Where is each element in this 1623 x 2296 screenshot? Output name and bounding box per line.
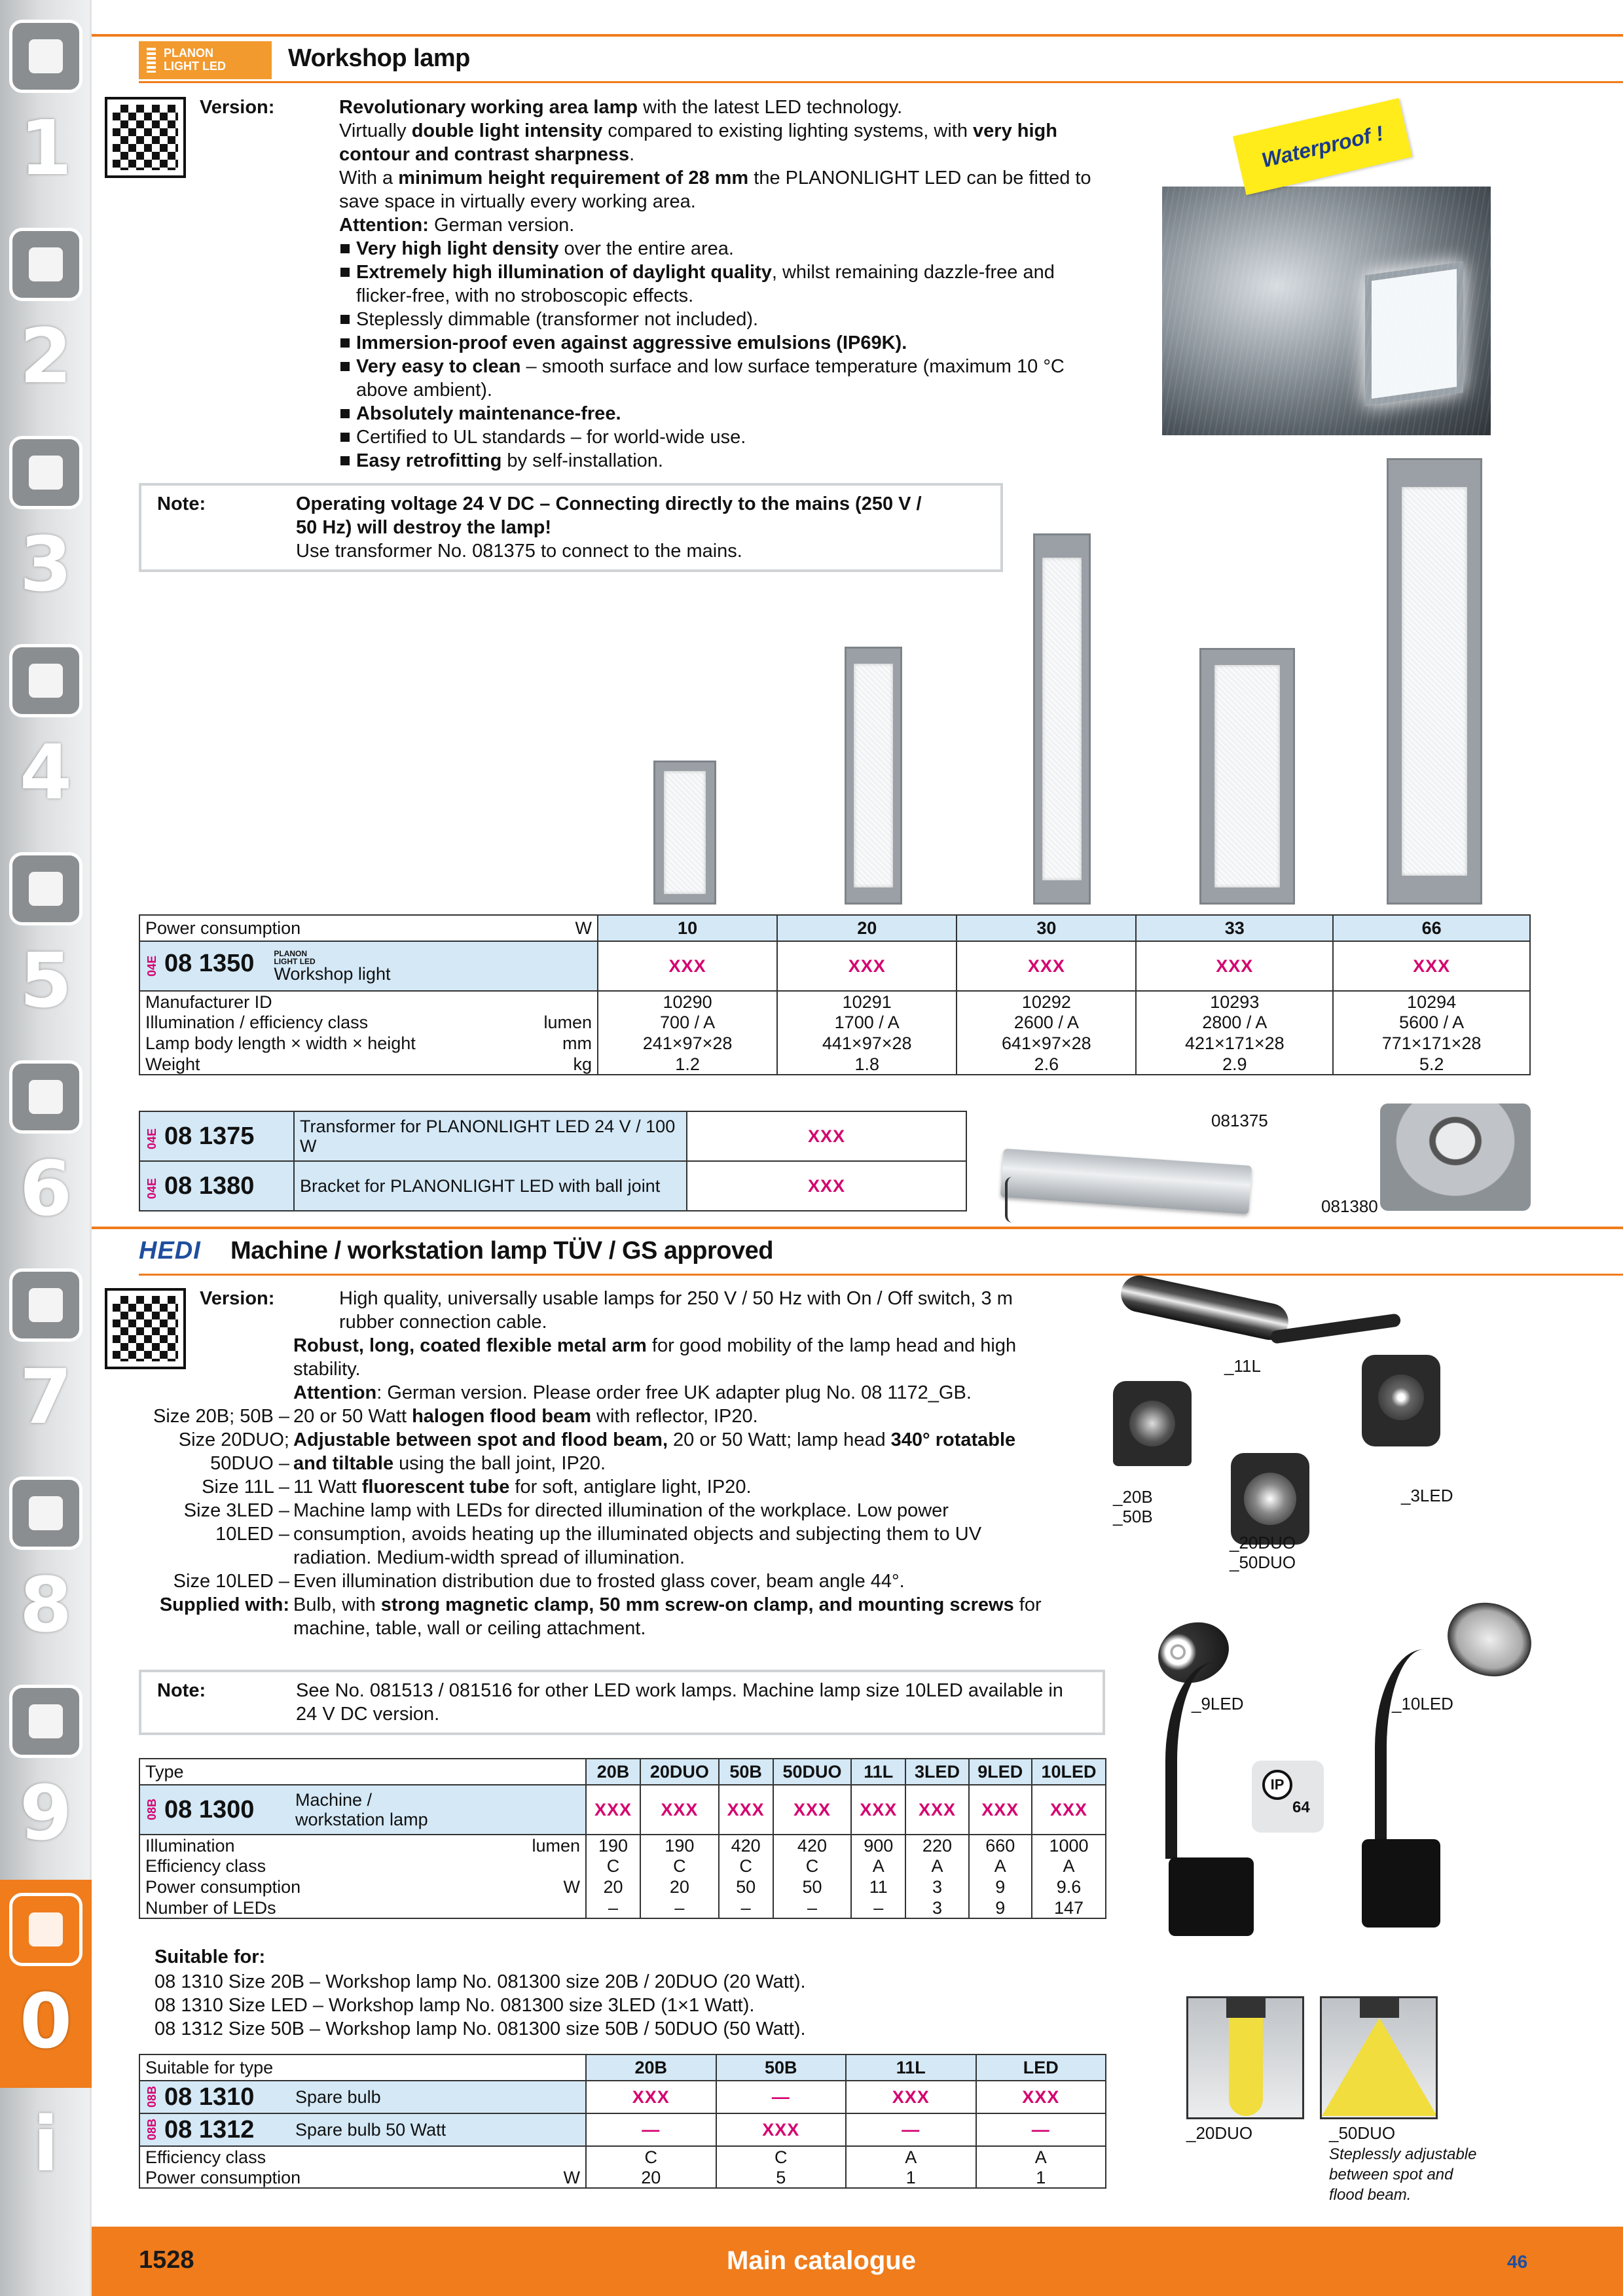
chapter-tab-3[interactable] xyxy=(0,423,92,631)
spec-value: 20 xyxy=(640,1876,719,1897)
spec-value: – xyxy=(851,1897,905,1918)
spec-value: 50 xyxy=(773,1876,852,1897)
section-underline-2 xyxy=(139,1274,1623,1276)
header-label: Suitable for type xyxy=(139,2054,586,2081)
feature-bullet: Immersion-proof even against aggressive emulsions (IP69K). xyxy=(339,331,1105,355)
ip-number: 64 xyxy=(1292,1799,1310,1816)
description-line: Revolutionary working area lamp with the latest LED technology. xyxy=(339,97,903,118)
type-cell: 10LED xyxy=(1032,1759,1106,1785)
note-box xyxy=(139,483,1003,572)
chapter-tab-7[interactable] xyxy=(0,1255,92,1463)
ip64-badge xyxy=(1252,1761,1324,1833)
spec-row xyxy=(139,2146,1106,2167)
caption-9led: _9LED xyxy=(1192,1694,1244,1713)
logo-stripes-icon xyxy=(147,48,156,73)
spec-label: Size 10LED – xyxy=(173,1571,289,1592)
bulb-price[interactable]: — xyxy=(586,2113,716,2146)
spec-label: Efficiency class xyxy=(139,2146,586,2167)
waterproof-badge: Waterproof ! xyxy=(1233,98,1412,195)
machine-lamp-description xyxy=(131,1287,1048,1640)
watt-cell: 20 xyxy=(777,915,957,941)
chapter-tab-8[interactable] xyxy=(0,1463,92,1672)
chapter-icon xyxy=(9,1685,82,1758)
caption-20duo-50duo xyxy=(1230,1533,1296,1572)
spec-value: 10291 xyxy=(777,991,957,1012)
lamp-panel-66w xyxy=(1387,458,1482,905)
caption-11l: _11L xyxy=(1224,1356,1261,1376)
lamp-panel-10w xyxy=(653,761,716,905)
spec-value: 20 xyxy=(586,2167,716,2188)
spec-text: High quality, universally usable lamps for 250 V / 50 Hz with On / Off switch, 3 m rubber connection cable. xyxy=(339,1288,1013,1333)
header-row xyxy=(139,1759,1106,1785)
suitable-line: 08 1310 Size 20B – Workshop lamp No. 081300 size 20B / 20DUO (20 Watt). xyxy=(155,1971,806,1992)
lamp-panel-33w xyxy=(1199,648,1295,905)
chapter-icon xyxy=(9,852,82,925)
bracket-photo xyxy=(1380,1103,1531,1211)
suitable-list xyxy=(155,1970,1071,2041)
logo-text-1: PLANON xyxy=(164,46,213,60)
spec-line xyxy=(131,1570,1048,1593)
chapter-tab-1[interactable] xyxy=(0,7,92,215)
spare-bulb-table xyxy=(139,2054,1106,2189)
chapter-tab-4[interactable] xyxy=(0,631,92,839)
caption-20b: _20B xyxy=(1113,1487,1153,1507)
note-box-2 xyxy=(139,1670,1105,1735)
bulb-row[interactable] xyxy=(139,2113,1106,2146)
ip-label: IP xyxy=(1262,1770,1292,1800)
machine-lamp-photos xyxy=(1113,1283,1623,1977)
chapter-tab-2[interactable] xyxy=(0,215,92,423)
feature-bullet: Easy retrofitting by self-installation. xyxy=(339,449,1105,473)
spec-text: Attention: German version. Please order free UK adapter plug No. 08 1172_GB. xyxy=(293,1382,972,1403)
spec-label: Size 20B; 50B – xyxy=(153,1406,289,1427)
section-underline xyxy=(139,81,1623,83)
chapter-icon xyxy=(9,228,82,301)
description-line: With a minimum height requirement of 28 mm the PLANONLIGHT LED can be fitted to save space in virtually every working area. xyxy=(339,168,1091,212)
feature-bullet: Extremely high illumination of daylight quality, whilst remaining dazzle-free and flicker-free, with no stroboscopic effects. xyxy=(339,260,1105,308)
price-cell[interactable]: XXX xyxy=(586,1785,640,1835)
waterproof-photo xyxy=(1162,187,1491,435)
spec-value: C xyxy=(586,1856,640,1876)
article-cell: 04E 08 1350 PLANON LIGHT LED Workshop light xyxy=(139,941,598,991)
type-cell: LED xyxy=(976,2054,1106,2081)
spec-value: 700 / A xyxy=(598,1012,777,1033)
spec-value: 441×97×28 xyxy=(777,1033,957,1054)
spec-value: 190 xyxy=(586,1835,640,1856)
logo-text-2: LIGHT LED xyxy=(164,60,226,73)
arm-11l xyxy=(1270,1313,1402,1344)
spec-value: C xyxy=(719,1856,773,1876)
spec-label xyxy=(131,1334,293,1381)
accessory-price[interactable]: XXX xyxy=(687,1161,966,1211)
spec-value: 9 xyxy=(969,1897,1032,1918)
chapter-number: 5 xyxy=(19,937,73,1025)
spec-value: 421×171×28 xyxy=(1136,1033,1333,1054)
spec-row xyxy=(139,2167,1106,2188)
spec-value: C xyxy=(640,1856,719,1876)
note-label: Note: xyxy=(157,493,206,514)
caption-20b-50b xyxy=(1113,1487,1153,1526)
spec-value: 20 xyxy=(586,1876,640,1897)
accessory-article: 04E 08 1380 xyxy=(139,1161,294,1211)
spec-label xyxy=(131,1381,293,1405)
spec-label xyxy=(131,1287,293,1334)
spec-text: Even illumination distribution due to frosted glass cover, beam angle 44°. xyxy=(293,1571,905,1592)
spec-label: Illumination / efficiency class lumen xyxy=(139,1012,598,1033)
machine-lamp-table xyxy=(139,1758,1106,1919)
spec-value: 10294 xyxy=(1333,991,1530,1012)
spec-value: 1.8 xyxy=(777,1054,957,1075)
hedi-logo: HEDI xyxy=(139,1237,201,1265)
spec-value: 1 xyxy=(846,2167,976,2188)
spec-label: Size 11L – xyxy=(202,1477,289,1498)
accessory-price[interactable]: XXX xyxy=(687,1111,966,1161)
price-cell[interactable]: XXX xyxy=(957,941,1136,991)
chapter-number: 7 xyxy=(19,1354,73,1441)
spec-label: Number of LEDs xyxy=(139,1897,586,1918)
planonlight-logo xyxy=(139,41,272,79)
type-cell: 3LED xyxy=(905,1759,968,1785)
type-cell: 11L xyxy=(851,1759,905,1785)
feature-bullet: Steplessly dimmable (transformer not included). xyxy=(339,308,1105,331)
bulb-article: 08B 08 1312 Spare bulb 50 Watt xyxy=(139,2113,586,2146)
price-cell[interactable]: XXX xyxy=(777,941,957,991)
spec-value: 147 xyxy=(1032,1897,1106,1918)
price-cell[interactable]: XXX xyxy=(1136,941,1333,991)
chapter-tab-i[interactable] xyxy=(0,2088,92,2219)
spec-label: Power consumption W xyxy=(139,1876,586,1897)
price-cell[interactable]: XXX xyxy=(640,1785,719,1835)
spec-value: 2600 / A xyxy=(957,1012,1136,1033)
chapter-number: 9 xyxy=(19,1770,73,1857)
section-rule-2 xyxy=(92,1227,1623,1229)
caption-50b: _50B xyxy=(1113,1507,1153,1526)
note-text-2: See No. 081513 / 081516 for other LED work lamps. Machine lamp size 10LED available in 24 V DC version. xyxy=(296,1680,1063,1725)
spec-label: Supplied with: xyxy=(159,1594,289,1615)
chapter-number: 4 xyxy=(19,729,73,817)
version-label-2: Version: xyxy=(200,1288,275,1309)
spec-value: 1000 xyxy=(1032,1835,1106,1856)
spec-value: – xyxy=(640,1897,719,1918)
spec-row xyxy=(139,1033,1530,1054)
spot-lamp-head xyxy=(1226,1998,1266,2018)
spec-text: 11 Watt fluorescent tube for soft, antiglare light, IP20. xyxy=(293,1477,752,1498)
spec-value: 1 xyxy=(976,2167,1106,2188)
watt-cell: 10 xyxy=(598,915,777,941)
article-row[interactable] xyxy=(139,941,1530,991)
price-cell[interactable]: XXX xyxy=(773,1785,852,1835)
spec-value: A xyxy=(976,2146,1106,2167)
price-cell[interactable]: XXX xyxy=(598,941,777,991)
type-cell: 50B xyxy=(716,2054,847,2081)
spec-row xyxy=(139,1835,1106,1856)
spec-value: 420 xyxy=(719,1835,773,1856)
bulb-price[interactable]: — xyxy=(976,2113,1106,2146)
chapter-tab-5[interactable] xyxy=(0,839,92,1047)
chapter-number: 8 xyxy=(19,1562,73,1649)
spot-beam xyxy=(1229,2018,1263,2116)
spec-value: 5600 / A xyxy=(1333,1012,1530,1033)
flood-beam-diagram xyxy=(1320,1996,1438,2119)
price-cell[interactable]: XXX xyxy=(969,1785,1032,1835)
caption-20duo: _20DUO xyxy=(1230,1533,1296,1552)
price-cell[interactable]: XXX xyxy=(851,1785,905,1835)
qr-code-icon[interactable] xyxy=(107,99,183,175)
chapter-icon xyxy=(9,1268,82,1342)
spec-value: A xyxy=(905,1856,968,1876)
section-title-2: Machine / workstation lamp TÜV / GS approved xyxy=(230,1237,773,1265)
spec-row xyxy=(139,1897,1106,1918)
chapter-icon xyxy=(9,644,82,717)
spec-line xyxy=(131,1334,1048,1381)
caption-3led: _3LED xyxy=(1401,1486,1453,1505)
arm-9led xyxy=(1165,1662,1264,1859)
spec-value: 50 xyxy=(719,1876,773,1897)
spec-value: C xyxy=(586,2146,716,2167)
price-cell[interactable]: XXX xyxy=(1032,1785,1106,1835)
spec-value: A xyxy=(969,1856,1032,1876)
spec-value: – xyxy=(586,1897,640,1918)
spec-value: 2800 / A xyxy=(1136,1012,1333,1033)
spec-line xyxy=(131,1287,1048,1334)
spec-line xyxy=(131,1475,1048,1499)
type-cell: 11L xyxy=(846,2054,976,2081)
caption-10led: _10LED xyxy=(1392,1694,1453,1713)
header-row xyxy=(139,2054,1106,2081)
bracket-caption: 081380 xyxy=(1321,1196,1378,1216)
suitable-line: 08 1312 Size 50B – Workshop lamp No. 081300 size 50B / 50DUO (50 Watt). xyxy=(155,2018,806,2039)
version-label: Version: xyxy=(200,97,275,118)
spec-value: A xyxy=(1032,1856,1106,1876)
bulb-price[interactable]: XXX xyxy=(716,2113,847,2146)
spec-label: Efficiency class xyxy=(139,1856,586,1876)
bulb-price[interactable]: XXX xyxy=(976,2081,1106,2113)
reflector-20b xyxy=(1129,1401,1175,1446)
watt-cell: 33 xyxy=(1136,915,1333,941)
price-cell[interactable]: XXX xyxy=(1333,941,1530,991)
header-row xyxy=(139,915,1530,941)
spec-value: 9 xyxy=(969,1876,1032,1897)
spec-label: Power consumption W xyxy=(139,2167,586,2188)
bulb-row[interactable] xyxy=(139,2081,1106,2113)
watt-cell: 66 xyxy=(1333,915,1530,941)
type-cell: 50DUO xyxy=(773,1759,852,1785)
spot-beam-diagram xyxy=(1186,1996,1304,2119)
spec-row xyxy=(139,1876,1106,1897)
spec-row xyxy=(139,1856,1106,1876)
bulb-price[interactable]: XXX xyxy=(846,2081,976,2113)
lamp-panel-20w xyxy=(845,647,902,905)
spec-line xyxy=(131,1593,1048,1640)
transformer-caption: 081375 xyxy=(1211,1111,1268,1130)
spec-row xyxy=(139,991,1530,1012)
description-line: Virtually double light intensity compared to existing lighting systems, with very high contour and contrast sharpness. xyxy=(339,120,1057,165)
accessory-name: Bracket for PLANONLIGHT LED with ball joint xyxy=(294,1161,687,1211)
spec-line xyxy=(131,1381,1048,1405)
lens-3led xyxy=(1378,1374,1424,1420)
spec-value: 5 xyxy=(716,2167,847,2188)
spec-value: 10293 xyxy=(1136,991,1333,1012)
spec-value: 241×97×28 xyxy=(598,1033,777,1054)
spec-value: C xyxy=(773,1856,852,1876)
lamp-9led-base xyxy=(1169,1857,1254,1936)
header-label: Type xyxy=(139,1759,586,1785)
spec-text: 20 or 50 Watt halogen flood beam with reflector, IP20. xyxy=(293,1406,758,1427)
arm-10led xyxy=(1375,1649,1473,1846)
suitable-line: 08 1310 Size LED – Workshop lamp No. 081300 size 3LED (1×1 Watt). xyxy=(155,1995,755,2016)
footer-num: 46 xyxy=(1507,2251,1528,2272)
section-rule xyxy=(92,34,1623,37)
note-warning: Operating voltage 24 V DC – Connecting directly to the mains (250 V / 50 Hz) will destroy the lamp! xyxy=(296,493,922,538)
accessory-name: Transformer for PLANONLIGHT LED 24 V / 100 W xyxy=(294,1111,687,1161)
chapter-number: 1 xyxy=(19,105,73,192)
spec-value: 5.2 xyxy=(1333,1054,1530,1075)
lamp-11l-photo xyxy=(1118,1272,1292,1344)
chapter-sidebar xyxy=(0,0,92,2296)
spec-row xyxy=(139,1012,1530,1033)
chapter-icon xyxy=(9,436,82,509)
lamp-description xyxy=(339,96,1105,473)
article-row[interactable] xyxy=(139,1785,1106,1835)
bulb-article: 08B 08 1310 Spare bulb xyxy=(139,2081,586,2113)
spec-value: A xyxy=(851,1856,905,1876)
feature-bullet: Absolutely maintenance-free. xyxy=(339,402,1105,425)
section-title: Workshop lamp xyxy=(288,45,470,72)
spec-value: 190 xyxy=(640,1835,719,1856)
spec-label: Lamp body length × width × height mm xyxy=(139,1033,598,1054)
chapter-tab-9[interactable] xyxy=(0,1672,92,1880)
price-cell[interactable]: XXX xyxy=(719,1785,773,1835)
feature-bullet: Very high light density over the entire area. xyxy=(339,237,1105,260)
spec-text: Robust, long, coated flexible metal arm for good mobility of the lamp head and high stability. xyxy=(293,1335,1017,1380)
lens-20duo xyxy=(1244,1473,1296,1525)
description-line: Attention: German version. xyxy=(339,215,575,236)
spec-value: 2.9 xyxy=(1136,1054,1333,1075)
note-text: Use transformer No. 081375 to connect to the mains. xyxy=(296,541,742,562)
chapter-number: i xyxy=(33,2101,59,2189)
bulb-price[interactable]: — xyxy=(716,2081,847,2113)
spec-value: 771×171×28 xyxy=(1333,1033,1530,1054)
chapter-number: 2 xyxy=(19,313,73,401)
article-cell: 08B 08 1300 Machine / workstation lamp xyxy=(139,1785,586,1835)
spray-overlay xyxy=(1162,187,1491,435)
lamp-10led-base xyxy=(1362,1839,1440,1928)
spec-value: C xyxy=(716,2146,847,2167)
spec-value: 10292 xyxy=(957,991,1136,1012)
spec-value: 2.6 xyxy=(957,1054,1136,1075)
spec-value: 220 xyxy=(905,1835,968,1856)
chapter-icon xyxy=(9,20,82,93)
caption-50duo: _50DUO xyxy=(1230,1552,1296,1572)
spec-value: 10290 xyxy=(598,991,777,1012)
beam-note: Steplessly adjustable between spot and flood beam. xyxy=(1329,2145,1477,2204)
type-cell: 20B xyxy=(586,1759,640,1785)
footer-title: Main catalogue xyxy=(727,2246,916,2275)
spec-line xyxy=(131,1428,1048,1475)
note-label-2: Note: xyxy=(157,1680,206,1701)
transformer-photo xyxy=(1000,1149,1252,1214)
transformer-cable xyxy=(1005,1177,1019,1223)
accessories-table xyxy=(139,1111,967,1211)
spec-line xyxy=(131,1405,1048,1428)
type-cell: 20B xyxy=(586,2054,716,2081)
chapter-tab-0[interactable] xyxy=(0,1880,92,2088)
chapter-number: 6 xyxy=(19,1145,73,1233)
footer-bar xyxy=(92,2227,1623,2296)
watt-cell: 30 xyxy=(957,915,1136,941)
type-cell: 50B xyxy=(719,1759,773,1785)
page-number: 1528 xyxy=(139,2246,194,2274)
spec-value: 660 xyxy=(969,1835,1032,1856)
accessory-row[interactable] xyxy=(139,1161,966,1211)
header-label: Power consumption W xyxy=(139,915,598,941)
spec-text: Machine lamp with LEDs for directed illumination of the workplace. Low power consumption, avoids heating up the illuminated objects and subjecting them to UV radiation. Medium-width spread of illumination. xyxy=(293,1500,982,1568)
type-cell: 9LED xyxy=(969,1759,1032,1785)
feature-bullet: Certified to UL standards – for world-wide use. xyxy=(339,425,1105,449)
bulb-price[interactable]: XXX xyxy=(586,2081,716,2113)
price-cell[interactable]: XXX xyxy=(905,1785,968,1835)
spec-value: – xyxy=(719,1897,773,1918)
spec-value: 11 xyxy=(851,1876,905,1897)
spec-value: 420 xyxy=(773,1835,852,1856)
accessory-article: 04E 08 1375 xyxy=(139,1111,294,1161)
chapter-icon xyxy=(9,1477,82,1550)
spec-text: Adjustable between spot and flood beam, 20 or 50 Watt; lamp head 340° rotatable and tiltable using the ball joint, IP20. xyxy=(293,1429,1016,1474)
accessory-row[interactable] xyxy=(139,1111,966,1161)
flood-beam xyxy=(1322,2018,1437,2116)
spec-value: 9.6 xyxy=(1032,1876,1106,1897)
spec-label: Manufacturer ID xyxy=(139,991,598,1012)
bulb-price[interactable]: — xyxy=(846,2113,976,2146)
spec-value: 900 xyxy=(851,1835,905,1856)
workshop-lamp-table xyxy=(139,914,1531,1075)
spec-text: Bulb, with strong magnetic clamp, 50 mm screw-on clamp, and mounting screws for machine, table, wall or ceiling attachment. xyxy=(293,1594,1042,1639)
spec-value: 1.2 xyxy=(598,1054,777,1075)
spec-label: Size 3LED – 10LED – xyxy=(183,1500,289,1545)
suitable-title: Suitable for: xyxy=(155,1946,266,1967)
feature-bullet: Very easy to clean – smooth surface and low surface temperature (maximum 10 °C above ambient). xyxy=(339,355,1105,402)
spec-value: 1700 / A xyxy=(777,1012,957,1033)
spec-row xyxy=(139,1054,1530,1075)
spec-value: A xyxy=(846,2146,976,2167)
lamp-panel-30w xyxy=(1033,533,1091,905)
spec-value: 3 xyxy=(905,1876,968,1897)
spec-label: Illumination lumen xyxy=(139,1835,586,1856)
spec-label: Size 20DUO; 50DUO – xyxy=(178,1429,289,1474)
spec-line xyxy=(131,1499,1048,1570)
spec-value: – xyxy=(773,1897,852,1918)
chapter-number: 0 xyxy=(19,1978,73,2066)
chapter-icon xyxy=(9,1893,82,1966)
spec-value: 641×97×28 xyxy=(957,1033,1136,1054)
chapter-tab-6[interactable] xyxy=(0,1047,92,1255)
type-cell: 20DUO xyxy=(640,1759,719,1785)
caption-beam-20duo: _20DUO xyxy=(1186,2123,1253,2143)
chapter-number: 3 xyxy=(19,521,73,609)
spec-value: 3 xyxy=(905,1897,968,1918)
flood-lamp-head xyxy=(1360,1998,1399,2018)
caption-beam-50duo: _50DUO xyxy=(1329,2123,1396,2143)
spec-label: Weight kg xyxy=(139,1054,598,1075)
chapter-icon xyxy=(9,1060,82,1134)
